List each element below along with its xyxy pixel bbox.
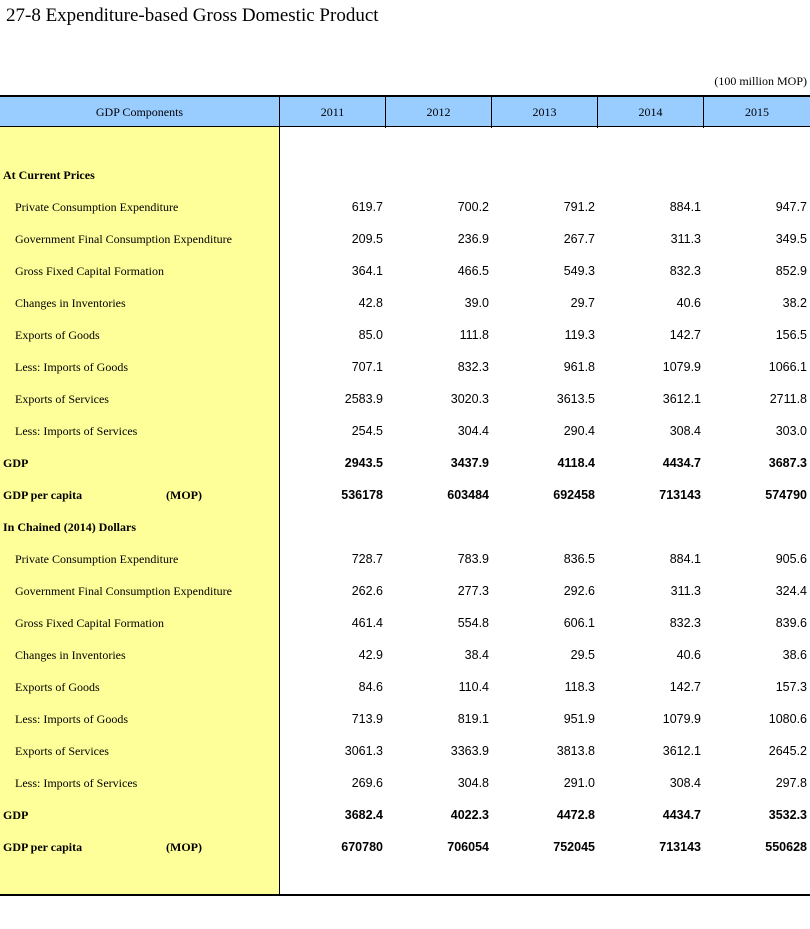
table-cell: 4434.7: [662, 808, 701, 822]
table-cell: 297.8: [775, 776, 807, 790]
table-cell: 1080.6: [768, 712, 807, 726]
table-cell: 111.8: [459, 328, 489, 342]
table-cell: 324.4: [775, 584, 807, 598]
header-year: 2012: [386, 97, 492, 128]
table-cell: 554.8: [457, 616, 489, 630]
table-cell: 42.8: [358, 296, 383, 310]
table-cell: 311.3: [670, 232, 701, 246]
table-cell: 707.1: [351, 360, 383, 374]
table-cell: 3437.9: [450, 456, 489, 470]
table-cell: 254.5: [351, 424, 383, 438]
table-cell: 308.4: [669, 424, 701, 438]
table-header: [0, 95, 810, 127]
table-cell: 209.5: [351, 232, 383, 246]
table-cell: 4434.7: [662, 456, 701, 470]
row-label: Private Consumption Expenditure: [15, 552, 179, 566]
table-cell: 1079.9: [662, 712, 701, 726]
table-cell: 700.2: [457, 200, 489, 214]
table-cell: 752045: [553, 840, 595, 854]
table-cell: 4022.3: [450, 808, 489, 822]
table-cell: 3612.1: [662, 392, 701, 406]
table-cell: 574790: [765, 488, 807, 502]
table-cell: 905.6: [775, 552, 807, 566]
table-row: [0, 287, 810, 319]
table-cell: 713143: [659, 488, 701, 502]
table-row: [0, 447, 810, 479]
table-cell: 670780: [341, 840, 383, 854]
row-label: Exports of Goods: [15, 680, 100, 694]
section-heading: At Current Prices: [3, 168, 95, 182]
row-label: Government Final Consumption Expenditure: [15, 232, 232, 246]
row-label: Less: Imports of Services: [15, 424, 138, 438]
row-label: Changes in Inventories: [15, 296, 126, 310]
bottom-rule: [0, 894, 810, 896]
table-cell: 549.3: [563, 264, 595, 278]
table-cell: 713.9: [351, 712, 383, 726]
table-row: [0, 415, 810, 447]
table-row: [0, 319, 810, 351]
table-cell: 836.5: [563, 552, 595, 566]
table-cell: 269.6: [351, 776, 383, 790]
table-cell: 550628: [765, 840, 807, 854]
row-label: Less: Imports of Goods: [15, 712, 128, 726]
row-unit: (MOP): [166, 488, 202, 502]
gdp-table: [0, 95, 810, 895]
table-cell: 84.6: [358, 680, 383, 694]
row-label: Less: Imports of Services: [15, 776, 138, 790]
table-cell: 38.2: [782, 296, 807, 310]
table-cell: 29.7: [570, 296, 595, 310]
table-cell: 308.4: [669, 776, 701, 790]
table-cell: 42.9: [358, 648, 383, 662]
section-row: [0, 159, 810, 191]
table-cell: 3061.3: [344, 744, 383, 758]
table-cell: 39.0: [464, 296, 489, 310]
table-cell: 3813.8: [556, 744, 595, 758]
header-year: 2014: [598, 97, 704, 128]
unit-note: (100 million MOP): [714, 74, 807, 88]
table-cell: 236.9: [457, 232, 489, 246]
table-cell: 349.5: [775, 232, 807, 246]
table-cell: 1079.9: [662, 360, 701, 374]
table-row: [0, 223, 810, 255]
table-row: [0, 383, 810, 415]
table-row: [0, 831, 810, 863]
table-cell: 303.0: [775, 424, 807, 438]
table-cell: 619.7: [351, 200, 383, 214]
row-label: GDP per capita: [3, 840, 83, 854]
table-row: [0, 191, 810, 223]
section-heading: In Chained (2014) Dollars: [3, 520, 137, 534]
row-label: Gross Fixed Capital Formation: [15, 616, 164, 630]
table-cell: 4472.8: [556, 808, 595, 822]
table-cell: 2943.5: [344, 456, 383, 470]
table-cell: 156.5: [775, 328, 807, 342]
table-cell: 292.6: [563, 584, 595, 598]
table-cell: 364.1: [351, 264, 383, 278]
table-cell: 3687.3: [768, 456, 807, 470]
table-cell: 3612.1: [662, 744, 701, 758]
table-cell: 262.6: [351, 584, 383, 598]
table-cell: 466.5: [457, 264, 489, 278]
row-label: Government Final Consumption Expenditure: [15, 584, 232, 598]
table-cell: 728.7: [351, 552, 383, 566]
row-label: Changes in Inventories: [15, 648, 126, 662]
table-cell: 839.6: [775, 616, 807, 630]
header-year: 2011: [280, 97, 386, 128]
table-row: [0, 767, 810, 799]
table-cell: 311.3: [670, 584, 701, 598]
table-row: [0, 639, 810, 671]
table-cell: 38.4: [464, 648, 489, 662]
table-cell: 4118.4: [557, 456, 595, 470]
table-row: [0, 703, 810, 735]
table-cell: 85.0: [358, 328, 383, 342]
table-cell: 536178: [341, 488, 383, 502]
row-label: Gross Fixed Capital Formation: [15, 264, 164, 278]
row-unit: (MOP): [166, 840, 202, 854]
table-cell: 2645.2: [768, 744, 807, 758]
header-year: 2013: [492, 97, 598, 128]
row-label: Less: Imports of Goods: [15, 360, 128, 374]
table-row: [0, 735, 810, 767]
table-cell: 947.7: [775, 200, 807, 214]
table-cell: 40.6: [676, 648, 701, 662]
table-cell: 157.3: [775, 680, 807, 694]
table-cell: 852.9: [775, 264, 807, 278]
table-cell: 304.4: [457, 424, 489, 438]
row-label: GDP per capita: [3, 488, 83, 502]
table-row: [0, 543, 810, 575]
table-cell: 3613.5: [556, 392, 595, 406]
table-cell: 832.3: [669, 616, 701, 630]
table-cell: 3363.9: [450, 744, 489, 758]
table-cell: 1066.1: [768, 360, 807, 374]
row-label: Private Consumption Expenditure: [15, 200, 179, 214]
table-row: [0, 799, 810, 831]
table-cell: 119.3: [564, 328, 595, 342]
header-year: 2015: [745, 105, 769, 119]
table-cell: 2711.8: [769, 392, 807, 406]
table-cell: 3532.3: [768, 808, 807, 822]
table-cell: 110.4: [458, 680, 489, 694]
row-label: GDP: [3, 808, 29, 822]
table-cell: 3682.4: [344, 808, 383, 822]
table-cell: 832.3: [669, 264, 701, 278]
table-cell: 142.7: [669, 680, 701, 694]
table-row: [0, 575, 810, 607]
table-row: [0, 607, 810, 639]
table-cell: 706054: [447, 840, 489, 854]
table-cell: 961.8: [563, 360, 595, 374]
section-row: [0, 511, 810, 543]
table-cell: 142.7: [669, 328, 701, 342]
table-cell: 304.8: [457, 776, 489, 790]
table-cell: 118.3: [564, 680, 595, 694]
row-label: Exports of Services: [15, 744, 109, 758]
table-row: [0, 479, 810, 511]
table-cell: 884.1: [669, 552, 701, 566]
table-cell: 2583.9: [344, 392, 383, 406]
table-cell: 603484: [447, 488, 489, 502]
row-label: GDP: [3, 456, 29, 470]
table-cell: 291.0: [563, 776, 595, 790]
table-cell: 461.4: [351, 616, 383, 630]
header-components: GDP Components: [0, 97, 280, 128]
table-cell: 40.6: [676, 296, 701, 310]
table-row: [0, 255, 810, 287]
table-cell: 819.1: [457, 712, 489, 726]
row-label: Exports of Services: [15, 392, 109, 406]
table-cell: 884.1: [669, 200, 701, 214]
table-row: [0, 351, 810, 383]
table-cell: 832.3: [457, 360, 489, 374]
table-cell: 713143: [659, 840, 701, 854]
table-cell: 692458: [553, 488, 595, 502]
table-cell: 38.6: [782, 648, 807, 662]
table-cell: 267.7: [563, 232, 595, 246]
table-cell: 951.9: [563, 712, 595, 726]
table-cell: 3020.3: [450, 392, 489, 406]
table-body: [0, 127, 810, 895]
table-cell: 29.5: [570, 648, 595, 662]
row-label: Exports of Goods: [15, 328, 100, 342]
table-row: [0, 671, 810, 703]
table-cell: 783.9: [457, 552, 489, 566]
table-cell: 277.3: [457, 584, 489, 598]
table-cell: 290.4: [563, 424, 595, 438]
table-cell: 791.2: [563, 200, 595, 214]
table-cell: 606.1: [563, 616, 595, 630]
page-title: 27-8 Expenditure-based Gross Domestic Product: [6, 5, 379, 26]
